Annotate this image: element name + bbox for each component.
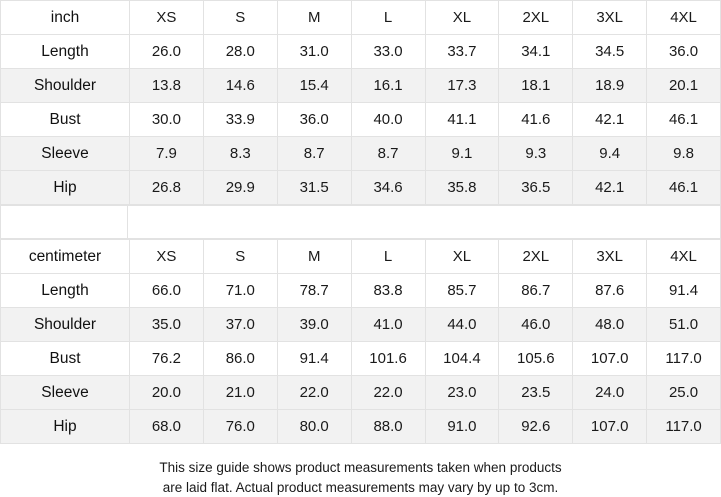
- cell: 80.0: [277, 410, 351, 444]
- cell: 20.0: [130, 376, 204, 410]
- cell: 41.1: [425, 103, 499, 137]
- cell: 17.3: [425, 69, 499, 103]
- size-header-m: M: [277, 1, 351, 35]
- cell: 28.0: [203, 35, 277, 69]
- cell: 48.0: [573, 308, 647, 342]
- cell: 8.7: [277, 137, 351, 171]
- table-header-row: [1, 240, 721, 274]
- cell: 21.0: [203, 376, 277, 410]
- cell: 46.1: [647, 171, 721, 205]
- size-header-2xl: 2XL: [499, 240, 573, 274]
- size-table-centimeter: [0, 239, 721, 444]
- cell: 68.0: [130, 410, 204, 444]
- size-header-4xl: 4XL: [647, 1, 721, 35]
- cell: 76.2: [130, 342, 204, 376]
- cell: 18.9: [573, 69, 647, 103]
- cell: 46.0: [499, 308, 573, 342]
- cell: 35.0: [130, 308, 204, 342]
- cell: 36.5: [499, 171, 573, 205]
- cell: 34.6: [351, 171, 425, 205]
- cell: 91.4: [647, 274, 721, 308]
- size-header-s: S: [203, 240, 277, 274]
- cell: 31.0: [277, 35, 351, 69]
- table-row: [1, 69, 721, 103]
- cell: 36.0: [277, 103, 351, 137]
- size-header-m: M: [277, 240, 351, 274]
- size-header-xs: XS: [130, 240, 204, 274]
- divider-left-cell: [0, 205, 128, 239]
- cell: 117.0: [647, 410, 721, 444]
- size-header-l: L: [351, 1, 425, 35]
- row-label-bust: Bust: [1, 342, 130, 376]
- table-divider: [0, 205, 721, 239]
- unit-label-inch: inch: [1, 1, 130, 35]
- cell: 24.0: [573, 376, 647, 410]
- size-table-inch: [0, 0, 721, 205]
- size-header-4xl: 4XL: [647, 240, 721, 274]
- cell: 105.6: [499, 342, 573, 376]
- cell: 91.0: [425, 410, 499, 444]
- row-label-shoulder: Shoulder: [1, 308, 130, 342]
- cell: 76.0: [203, 410, 277, 444]
- cell: 25.0: [647, 376, 721, 410]
- cell: 66.0: [130, 274, 204, 308]
- cell: 36.0: [647, 35, 721, 69]
- cell: 86.0: [203, 342, 277, 376]
- table-row: [1, 137, 721, 171]
- cell: 41.6: [499, 103, 573, 137]
- cell: 33.0: [351, 35, 425, 69]
- cell: 78.7: [277, 274, 351, 308]
- cell: 15.4: [277, 69, 351, 103]
- table-row: [1, 308, 721, 342]
- cell: 46.1: [647, 103, 721, 137]
- cell: 104.4: [425, 342, 499, 376]
- size-header-2xl: 2XL: [499, 1, 573, 35]
- table-header-row: [1, 1, 721, 35]
- size-header-3xl: 3XL: [573, 240, 647, 274]
- cell: 9.1: [425, 137, 499, 171]
- cell: 42.1: [573, 171, 647, 205]
- cell: 26.0: [130, 35, 204, 69]
- row-label-bust: Bust: [1, 103, 130, 137]
- cell: 7.9: [130, 137, 204, 171]
- size-header-3xl: 3XL: [573, 1, 647, 35]
- table-row: [1, 274, 721, 308]
- cell: 30.0: [130, 103, 204, 137]
- unit-label-centimeter: centimeter: [1, 240, 130, 274]
- cell: 31.5: [277, 171, 351, 205]
- cell: 44.0: [425, 308, 499, 342]
- size-guide-footnote: [0, 444, 721, 497]
- cell: 37.0: [203, 308, 277, 342]
- cell: 18.1: [499, 69, 573, 103]
- cell: 117.0: [647, 342, 721, 376]
- cell: 22.0: [351, 376, 425, 410]
- cell: 20.1: [647, 69, 721, 103]
- cell: 92.6: [499, 410, 573, 444]
- cell: 40.0: [351, 103, 425, 137]
- row-label-sleeve: Sleeve: [1, 376, 130, 410]
- cell: 29.9: [203, 171, 277, 205]
- table-row: [1, 103, 721, 137]
- cell: 91.4: [277, 342, 351, 376]
- size-header-xs: XS: [130, 1, 204, 35]
- cell: 85.7: [425, 274, 499, 308]
- row-label-sleeve: Sleeve: [1, 137, 130, 171]
- table-row: [1, 35, 721, 69]
- cell: 8.3: [203, 137, 277, 171]
- footnote-line-1: This size guide shows product measurements taken when products: [159, 460, 562, 475]
- cell: 8.7: [351, 137, 425, 171]
- table-row: [1, 376, 721, 410]
- cell: 83.8: [351, 274, 425, 308]
- table-row: [1, 410, 721, 444]
- size-header-s: S: [203, 1, 277, 35]
- cell: 39.0: [277, 308, 351, 342]
- row-label-hip: Hip: [1, 410, 130, 444]
- cell: 34.1: [499, 35, 573, 69]
- cell: 13.8: [130, 69, 204, 103]
- cell: 22.0: [277, 376, 351, 410]
- cell: 107.0: [573, 410, 647, 444]
- cell: 41.0: [351, 308, 425, 342]
- cell: 88.0: [351, 410, 425, 444]
- footnote-line-2: are laid flat. Actual product measurements may vary by up to 3cm.: [162, 479, 559, 495]
- row-label-length: Length: [1, 35, 130, 69]
- cell: 9.3: [499, 137, 573, 171]
- cell: 34.5: [573, 35, 647, 69]
- size-header-l: L: [351, 240, 425, 274]
- row-label-hip: Hip: [1, 171, 130, 205]
- cell: 16.1: [351, 69, 425, 103]
- table-row: [1, 342, 721, 376]
- table-row: [1, 171, 721, 205]
- divider-right-cell: [127, 205, 721, 239]
- size-header-xl: XL: [425, 1, 499, 35]
- cell: 9.4: [573, 137, 647, 171]
- row-label-length: Length: [1, 274, 130, 308]
- cell: 51.0: [647, 308, 721, 342]
- cell: 33.7: [425, 35, 499, 69]
- cell: 101.6: [351, 342, 425, 376]
- size-header-xl: XL: [425, 240, 499, 274]
- cell: 86.7: [499, 274, 573, 308]
- cell: 71.0: [203, 274, 277, 308]
- cell: 26.8: [130, 171, 204, 205]
- cell: 23.5: [499, 376, 573, 410]
- cell: 87.6: [573, 274, 647, 308]
- cell: 107.0: [573, 342, 647, 376]
- cell: 35.8: [425, 171, 499, 205]
- cell: 9.8: [647, 137, 721, 171]
- cell: 33.9: [203, 103, 277, 137]
- row-label-shoulder: Shoulder: [1, 69, 130, 103]
- cell: 23.0: [425, 376, 499, 410]
- cell: 42.1: [573, 103, 647, 137]
- cell: 14.6: [203, 69, 277, 103]
